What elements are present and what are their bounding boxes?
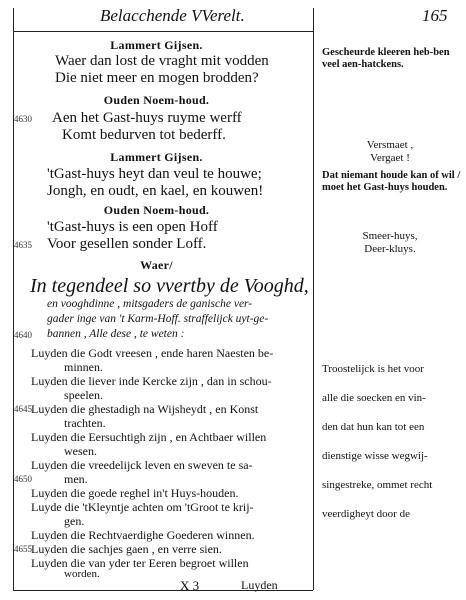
margin-note: Deer-kluys.: [364, 243, 416, 255]
list-line: Luyden die Eersuchtigh zijn , en Achtbaer willen: [31, 430, 267, 444]
direction-line: gader inge van 't Karm-Hoff. straffelijck uyt-ge-: [47, 313, 269, 325]
speaker-name: Ouden Noem-houd.: [103, 203, 210, 217]
list-line: Luyden die Rechtvaerdighe Goederen winnen.: [31, 528, 255, 542]
line-number: 4645: [14, 404, 32, 414]
list-line: Luyden die vreedelijck leven en sweven te sa-: [31, 458, 253, 472]
list-line: gen.: [64, 514, 85, 528]
list-line: worden.: [64, 568, 100, 580]
list-line: Luyden die Godt vreesen , ende haren Naesten be-: [31, 346, 274, 360]
margin-divider-rule: [313, 8, 314, 590]
margin-prose-line: singestreke, ommet recht: [322, 479, 433, 491]
verse-line: Komt bedurven tot bederff.: [62, 127, 226, 143]
list-line: Luyden die ghestadigh na Wijsheydt , en Konst: [31, 402, 259, 416]
header-rule: [13, 31, 313, 32]
margin-prose-line: veerdigheyt door de: [322, 508, 410, 520]
verse-line: 'tGast-huys is een open Hoff: [47, 219, 218, 235]
line-number: 4630: [14, 114, 32, 124]
margin-prose-line: dienstige wisse wegwij-: [322, 450, 428, 462]
running-title: Belacchende VVerelt.: [100, 6, 245, 25]
direction-line: en vooghdinne , mitsgaders de ganische ver-: [47, 298, 253, 310]
catchword: Luyden: [241, 578, 278, 592]
margin-note: Versmaet ,: [366, 139, 414, 151]
verse-line: Voor gesellen sonder Loff.: [47, 236, 207, 252]
margin-prose-line: den dat hun kan tot een: [322, 421, 425, 433]
margin-prose-line: Troostelijck is het voor: [322, 363, 424, 375]
margin-prose-line: alle die soecken en vin-: [322, 392, 426, 404]
margin-note: Dat niemant houde kan of wil / moet het Gast-huys houden.: [322, 170, 461, 193]
list-line: speelen.: [64, 388, 103, 402]
list-line: wesen.: [64, 444, 97, 458]
direction-line: bannen , Alle dese , te weten :: [47, 328, 185, 340]
direction-title: In tegendeel so vvertby de Vooghd,: [30, 275, 309, 297]
list-line: Luyde die 'tKleyntje achten om 'tGroot te krij-: [31, 500, 254, 514]
verse-line: Waer dan lost de vraght mit vodden: [55, 53, 269, 69]
list-line: men.: [64, 472, 88, 486]
direction-label: Waer/: [140, 258, 173, 272]
verse-line: Die niet meer en mogen brodden?: [55, 70, 259, 86]
list-line: trachten.: [64, 416, 106, 430]
signature-mark: X 3: [180, 578, 200, 593]
line-number: 4655: [14, 544, 32, 554]
list-line: minnen.: [64, 360, 103, 374]
margin-note: Vergaet !: [370, 152, 410, 164]
line-number: 4640: [14, 330, 32, 340]
line-number: 4650: [14, 474, 32, 484]
speaker-name: Lammert Gijsen.: [110, 38, 203, 52]
speaker-name: Lammert Gijsen.: [110, 150, 203, 164]
list-line: Luyden die liever inde Kercke zijn , dan in schou-: [31, 374, 272, 388]
page-number: 165: [422, 6, 448, 25]
verse-line: Jongh, en oudt, en kael, en kouwen!: [47, 183, 264, 199]
line-number: 4635: [14, 240, 32, 250]
margin-note: Gescheurde kleeren heb-ben veel aen-hatckens.: [322, 47, 450, 70]
verse-line: 'tGast-huys heyt dan veul te houwe;: [47, 166, 262, 182]
list-line: Luyden die sachjes gaen , en verre sien.: [31, 542, 222, 556]
list-line: Luyden die goede reghel in't Huys-houden.: [31, 486, 239, 500]
list-line: Luyden die van yder ter Eeren begroet willen: [31, 556, 249, 570]
speaker-name: Ouden Noem-houd.: [103, 93, 210, 107]
verse-line: Aen het Gast-huys ruyme werff: [52, 110, 242, 126]
margin-note: Smeer-huys,: [362, 230, 418, 242]
